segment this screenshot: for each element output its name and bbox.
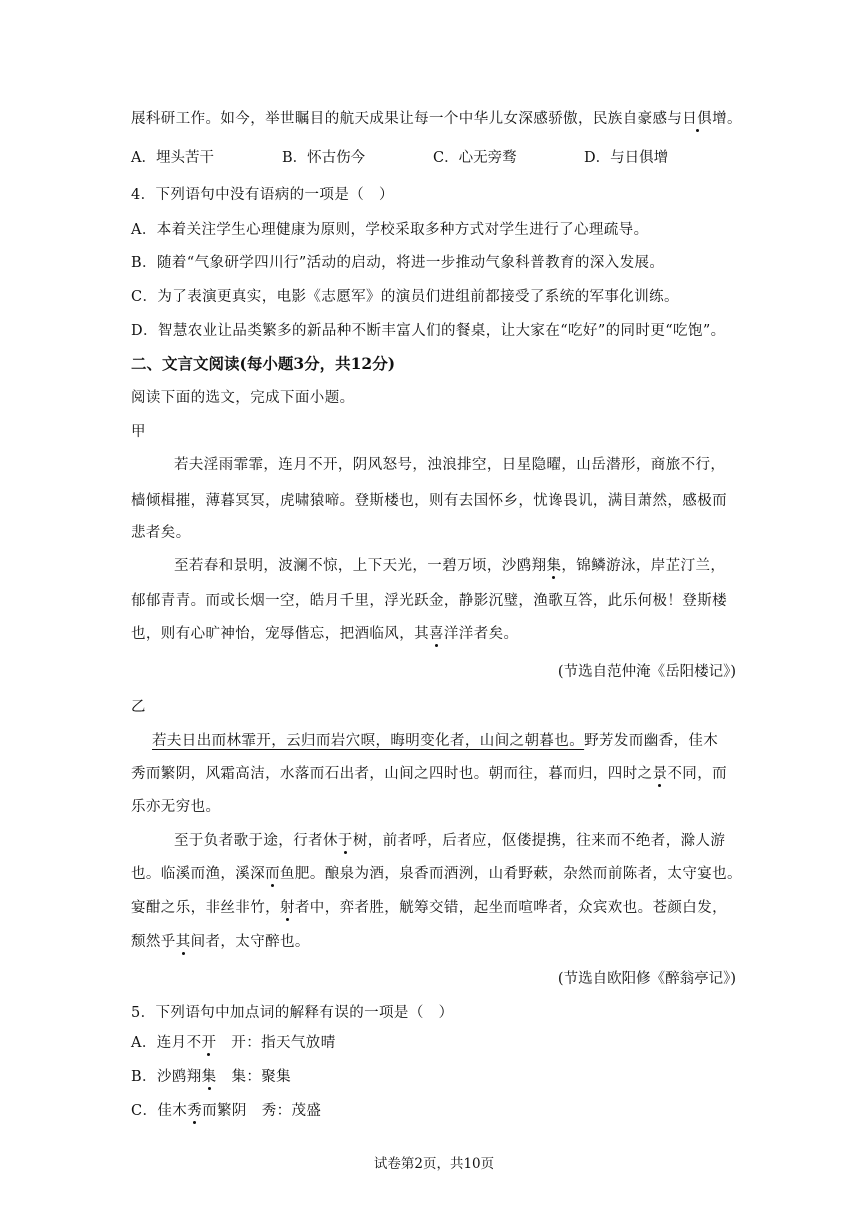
q3-option-a: A．埋头苦干 [131,150,214,166]
q5-stem: 5．下列语句中加点词的解释有误的一项是（ ） [131,1005,454,1021]
text-segment: B．沙鸥翔 [131,1069,202,1085]
passage-yi-line: 乐亦无穷也。 [131,799,221,815]
text-segment: 者中，弈者胜，觥筹交错，起坐而喧哗者，众宾欢也。苍颜白发， [294,900,728,916]
q5-option-b [131,1065,291,1086]
text-segment: 树，前者呼，后者应，伛偻提携，往来而不绝者，滁人游 [352,833,726,849]
passage-yi-line [152,729,718,750]
dotted-word: 景 [652,766,668,782]
dotted-word: 秀 [187,1103,203,1119]
dotted-word: 与日俱增 [667,111,728,127]
intro-end-line [131,107,742,128]
passage-jia-line: 樯倾楫摧，薄暮冥冥，虎啸猿啼。登斯楼也，则有去国怀乡，忧谗畏讥，满目萧然，感极而 [131,493,727,509]
passage-yi-line [131,762,727,783]
text-segment: 鱼肥。酿泉为酒，泉香而酒洌，山肴野蔌，杂然而前陈者，太守宴也。 [280,866,742,882]
text-segment: 野芳发而幽香，佳木 [584,733,719,749]
q4-option-d: D．智慧农业让品类繁多的新品种不断丰富人们的餐桌，让大家在“吃好”的同时更“吃饱”。 [131,323,726,339]
text-segment: 而繁阴 秀：茂盛 [202,1103,322,1119]
dotted-word: 集 [201,1069,217,1085]
text-segment: 洋洋者矣。 [443,626,519,642]
section-instruction: 阅读下面的选文，完成下面小题。 [131,390,355,406]
underlined-sentence: 若夫日出而林霏开，云归而岩穴暝，晦明变化者，山间之朝暮也。 [152,733,585,749]
passage-label-jia: 甲 [131,424,146,440]
q3-option-b: B．怀古伤今 [282,150,366,166]
text-segment: 秀而繁阴，风霜高洁，水落而石出者，山间之四时也。朝而往，暮而归，四时之 [131,766,653,782]
dotted-word: 而 [265,866,281,882]
text-segment: 宴酣之乐，非丝非竹， [131,900,280,916]
text-segment: 也，则有心旷神怡，宠辱偕忘，把酒临风，其 [131,626,429,642]
dotted-word: 射 [280,900,295,916]
section-title: 二、文言文阅读(每小题3分，共12分) [131,354,396,373]
passage-jia-line: 若夫淫雨霏霏，连月不开，阴风怒号，浊浪排空，日星隐曜，山岳潜形，商旅不行， [174,457,726,473]
dotted-word: 开 [201,1035,217,1051]
intro-end-punct: 。 [727,111,742,127]
text-segment: A．连月不 [131,1035,202,1051]
text-segment: 至于负者歌于途，行者休 [174,833,338,849]
text-segment: 集：聚集 [216,1069,292,1085]
passage-jia-p2-line [131,622,518,643]
text-segment: 颓然乎 [131,934,176,950]
q3-option-c: C．心无旁骛 [433,150,517,166]
passage-jia-p2-line: 郁郁青青。而或长烟一空，皓月千里，浮光跃金，静影沉璧，渔歌互答，此乐何极！登斯楼 [131,593,727,609]
q4-stem: 4．下列语句中没有语病的一项是（ ） [131,187,394,203]
text-segment: 开：指天气放晴 [216,1035,336,1051]
passage-jia-line: 悲者矣。 [131,525,191,541]
text-segment: 至若春和景明，波澜不惊，上下天光，一碧万顷，沙鸥翔 [174,558,547,574]
passage-jia-source: (节选自范仲淹《岳阳楼记》) [557,664,736,680]
passage-jia-p2-line [174,554,725,575]
dotted-word: 集 [546,558,562,574]
q5-option-c [131,1099,321,1120]
passage-yi-p2-line [131,896,727,917]
dotted-word: 喜 [429,626,444,642]
passage-label-yi: 乙 [131,699,146,715]
passage-yi-p2-line [131,862,742,883]
q4-option-c: C．为了表演更真实，电影《志愿军》的演员们进组前都接受了系统的军事化训练。 [131,289,679,305]
text-segment: 也。临溪而渔，溪深 [131,866,266,882]
dotted-word: 其 [175,934,191,950]
dotted-word: 于 [337,833,353,849]
page-footer: 试卷第2页，共10页 [373,1156,495,1172]
text-segment: ，锦鳞游泳，岸芷汀兰， [561,558,726,574]
text-segment: C．佳木 [131,1103,188,1119]
q5-option-a [131,1031,336,1052]
q4-option-a: A．本着关注学生心理健康为原则，学校采取多种方式对学生进行了心理疏导。 [131,222,649,238]
passage-yi-p2-line [131,930,310,951]
text-segment: 间者，太守醉也。 [190,934,310,950]
q4-option-b: B．随着“气象研学四川行”活动的启动，将进一步推动气象科普教育的深入发展。 [131,255,665,271]
passage-yi-source: (节选自欧阳修《醉翁亭记》) [557,971,736,987]
q3-option-d: D．与日俱增 [584,150,669,166]
text-segment: 不同，而 [667,766,728,782]
intro-end-text: 展科研工作。如今，举世瞩目的航天成果让每一个中华儿女深感骄傲，民族自豪感 [131,111,668,127]
passage-yi-p2-line [174,829,725,850]
